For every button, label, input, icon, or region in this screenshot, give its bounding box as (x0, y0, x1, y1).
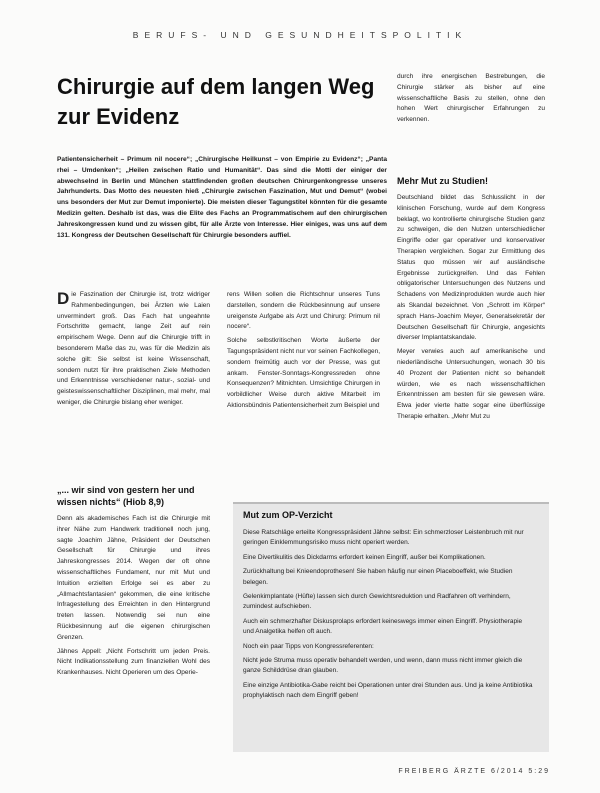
box-paragraph: Gelenkimplantate (Hüfte) lassen sich durch Gewichtsreduktion und Radfahren oft verhindern, zumindest aufschieben. (243, 593, 511, 611)
box-paragraph: Diese Ratschläge erteilte Kongresspräsident Jähne selbst: Ein schmerzloser Leistenbruch mit nur geringen Einklemmungsrisiko muss nicht operiert werden. (243, 529, 524, 547)
section-kicker: BERUFS- UND GESUNDHEITSPOLITIK (132, 30, 468, 40)
article-title: Chirurgie auf dem langen Weg zur Evidenz (57, 74, 375, 129)
col1b-paragraph-2: Jähnes Appell: „Nicht Fortschritt um jeden Preis. Nicht Indikationsstellung zum finanziellen Wohl des Krankenhauses. Nicht Operieren um des Operie- (57, 647, 210, 677)
sidebar-box (233, 502, 549, 752)
subhead-hiob: „... wir sind von gestern her und wissen nichts“ (Hiob 8,9) (57, 485, 195, 507)
column-2 (227, 290, 380, 415)
col1-paragraph: ie Faszination der Chirurgie ist, trotz widriger Rahmenbedingungen, bei Ärzten wie Laien unvermindert groß. Das Fach hat ungeahnte Fortschritte gemacht, lange Zeit auf rein empirischem Wege. Denn auf die Chirurgie trifft in besonderem Maße das zu, was für die Medizin als solche gilt: Sie selbst ist keine Wissenschaft, sondern nutzt für ihre praktischen Ziele Methoden und Erkenntnisse verschiedener natur-, sozial- und geisteswissenschaftlicher Disziplinen, mal mehr, mal weniger, die Chirurgie bislang eher weniger. (57, 291, 210, 406)
col1b-paragraph-1: Denn als akademisches Fach ist die Chirurgie mit ihrer Nähe zum Handwerk traditionell noch jung, sagte Joachim Jähne, Präsident der Deutschen Gesellschaft für Chirurgie und ihres Jahreskongresses 2014. Wegen der oft ohne wissenschaftliches Fundament, nur mit Mut und Intuition erzielten Erfolge sei es aber zu „Allmachtsfantasien“ gekommen, die eine kritische Infragestellung des Erreichten in den Hintergrund treten lassen. Notwendig sei nun eine Rückbesinnung auf die eigenen chirurgischen Grenzen. (57, 515, 210, 641)
column-1-continued (57, 484, 210, 682)
box-title: Mut zum OP-Verzicht (243, 510, 333, 520)
box-paragraph: Auch ein schmerzhafter Diskusprolaps erfordert keineswegs immer einen Eingriff. Physiotherapie und Analgetika helfen oft auch. (243, 617, 523, 636)
page-footer: FREIBERG ÄRZTE 6/2014 5:29 (398, 768, 550, 775)
box-paragraph: Zurückhaltung bei Knieendoprothesen! Sie haben häufig nur einen Placeboeffekt, wie Studien belegen. (243, 568, 513, 586)
box-paragraph: Noch ein paar Tipps von Kongressreferenten: (243, 642, 374, 650)
box-paragraph: Eine Divertikulitis des Dickdarms erfordert keinen Eingriff, außer bei Komplikationen. (243, 553, 486, 561)
box-paragraph: Nicht jede Struma muss operativ behandelt werden, und wenn, dann muss nicht immer gleich die ganze Schilddrüse dran glauben. (243, 657, 523, 675)
col2-paragraph-1: rens Willen sollen die Richtschnur unseres Tuns darstellen, sondern die Rückbesinnung auf unsere ureigenste Aufgabe als Arzt und Chirurg: Primum nil nocere“. (227, 291, 380, 331)
column-3 (397, 175, 545, 426)
box-paragraph: Eine einzige Antibiotika-Gabe reicht bei Operationen unter drei Stunden aus. Und ja keine Antibiotika prophylaktisch nach dem Eingriff geben! (243, 681, 533, 700)
col3-paragraph-1: durch ihre energischen Bestrebungen, die Chirurgie stärker als bisher auf eine wissenschaftliche Basis zu stellen, ohne den hohen Wert chirurgischer Erfahrungen zu verkennen. (397, 73, 545, 124)
column-1 (57, 290, 210, 412)
article-lead: Patientensicherheit – Primum nil nocere“; „Chirurgische Heilkunst – von Empirie zu Evidenz“; „Panta rhei – Umdenken“; „Heilen zwischen Ratio und Humanität“. Das sind die Motti der einiger der abwechselnd in Berlin und München stattfindenden großen deutschen Chirurgenkongresse unseres Jahrhunderts. Das Motto des neuesten hieß „Chirurgie zwischen Faszination, Mut und Demut“ (wobei uns besonders der Mut zur Demut imponierte). Die meisten dieser Tagungstitel könnten für die gesamte Medizin gelten. Deshalb ist das, was die Elite des Fachs an Programmatischem auf den chirurgischen Jahreskongressen kund und zu wissen gibt, für alle Ärzte von Interesse. Hier einiges, was uns auf dem 131. Kongress der Deutschen Gesellschaft für Chirurgie besonders auffiel. (57, 156, 387, 239)
drop-cap: D (57, 289, 70, 308)
subhead-studien: Mehr Mut zu Studien! (397, 176, 488, 186)
box-body (243, 528, 533, 706)
col3-paragraph-2: Deutschland bildet das Schlusslicht in der klinischen Forschung, wurde auf dem Kongress beklagt, wo kontrollierte chirurgische Studien ganz zu schweigen, die den Nutzen unterschiedlicher Eingriffe oder gar operativer und konservativer Therapien vergleichen. Sogar zur Ermittlung des Status quo müssen wir auf ausländische Ergebnisse zurückgreifen. Und das Fehlen obligatorischer Untersuchungen des Nutzens und Schadens von Medizinprodukten wurde auch hier als Skandal bezeichnet. Von „Schrott im Körper“ sprach Hans-Joachim Meyer, Generalsekretär der Deutschen Gesellschaft für Chirurgie, angesichts diverser Implantatskandale. (397, 194, 545, 342)
col3-paragraph-3: Meyer verwies auch auf amerikanische und niederländische Untersuchungen, wonach 30 bis 40 Prozent der Patienten nicht so behandelt würden, wie es nach wissenschaftlichen Erkenntnissen am besten für sie gewesen wäre. Etwa jeder vierte hatte sogar eine überflüssige Therapie erhalten. „Mehr Mut zu (397, 348, 545, 420)
column-3-top (397, 72, 545, 129)
col2-paragraph-2: Solche selbstkritischen Worte äußerte der Tagungspräsident nicht nur vor seinen Fachkollegen, sondern freimütig auch vor der Presse, was gut ankam. Fenster-Sonntags-Kongressreden ohne Konsequenzen? Mitnichten. Umsichtige Chirurgen in vorbildlicher Weise durch aktive Mitarbeit im Aktionsbündnis Patientensicherheit zum Beispiel und (227, 337, 380, 409)
